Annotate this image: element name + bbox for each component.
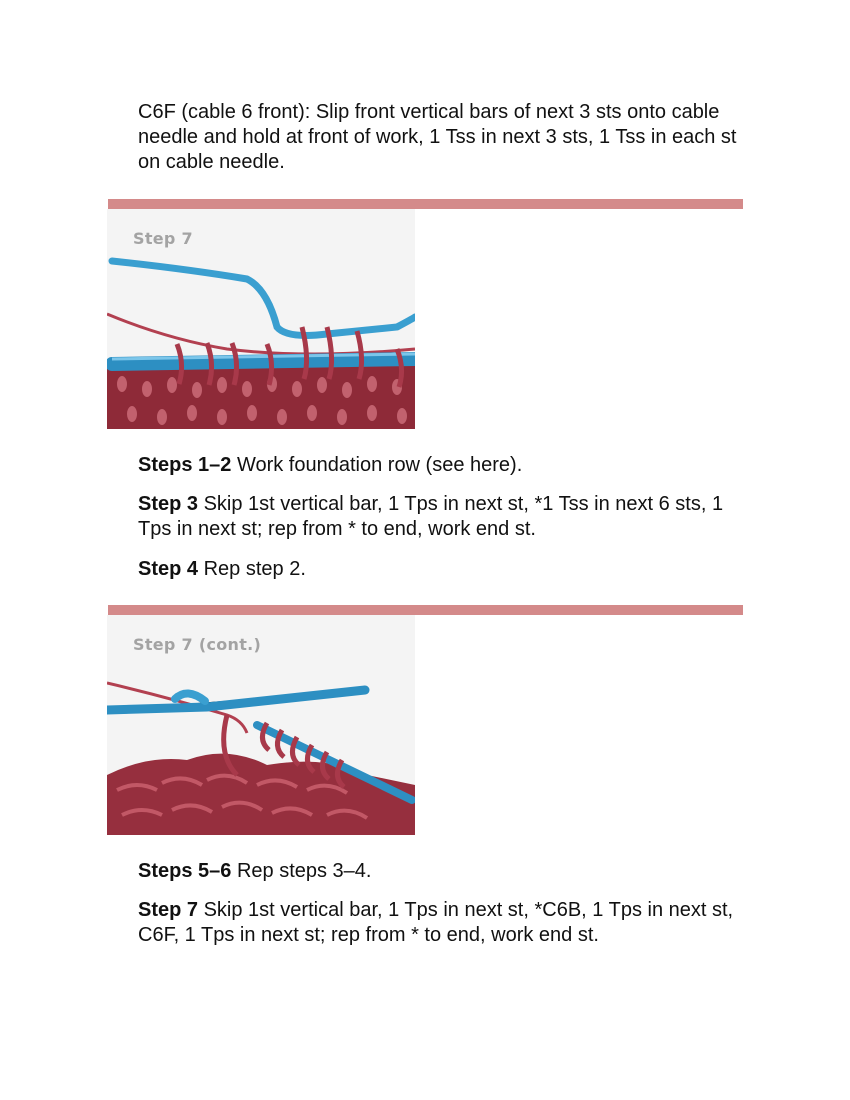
step-7-photo (107, 209, 415, 429)
step-text: Rep steps 3–4. (231, 860, 372, 882)
section-divider (108, 199, 743, 209)
step-5-6 (138, 859, 738, 884)
step-label: Step 7 (138, 899, 199, 921)
step-7-cont-photo (107, 615, 415, 835)
step-7 (138, 898, 738, 948)
cable-definition: C6F (cable 6 front): Slip front vertical bars of next 3 sts onto cable needle and hold at front of work, 1 Tss in next 3 sts, 1 Tss in each st on cable needle. (138, 101, 737, 173)
step-text: Work foundation row (see here). (231, 454, 523, 476)
step-label: Steps 1–2 (138, 454, 232, 476)
section-divider (108, 605, 743, 615)
step-4 (138, 557, 738, 582)
step-1-2 (138, 453, 738, 478)
step-label: Steps 5–6 (138, 860, 232, 882)
step-text: Skip 1st vertical bar, 1 Tps in next st, *C6B, 1 Tps in next st, C6F, 1 Tps in next st; rep from * to end, work end st. (138, 899, 734, 946)
step-text: Rep step 2. (198, 558, 306, 580)
step-text: Skip 1st vertical bar, 1 Tps in next st, *1 Tss in next 6 sts, 1 Tps in next st; rep from * to end, work end st. (138, 493, 724, 540)
step-3 (138, 492, 738, 542)
step-label: Step 4 (138, 558, 199, 580)
step-7-cont-caption: Step 7 (cont.) (133, 635, 262, 654)
step-label: Step 3 (138, 493, 199, 515)
step-7-caption: Step 7 (133, 229, 193, 248)
